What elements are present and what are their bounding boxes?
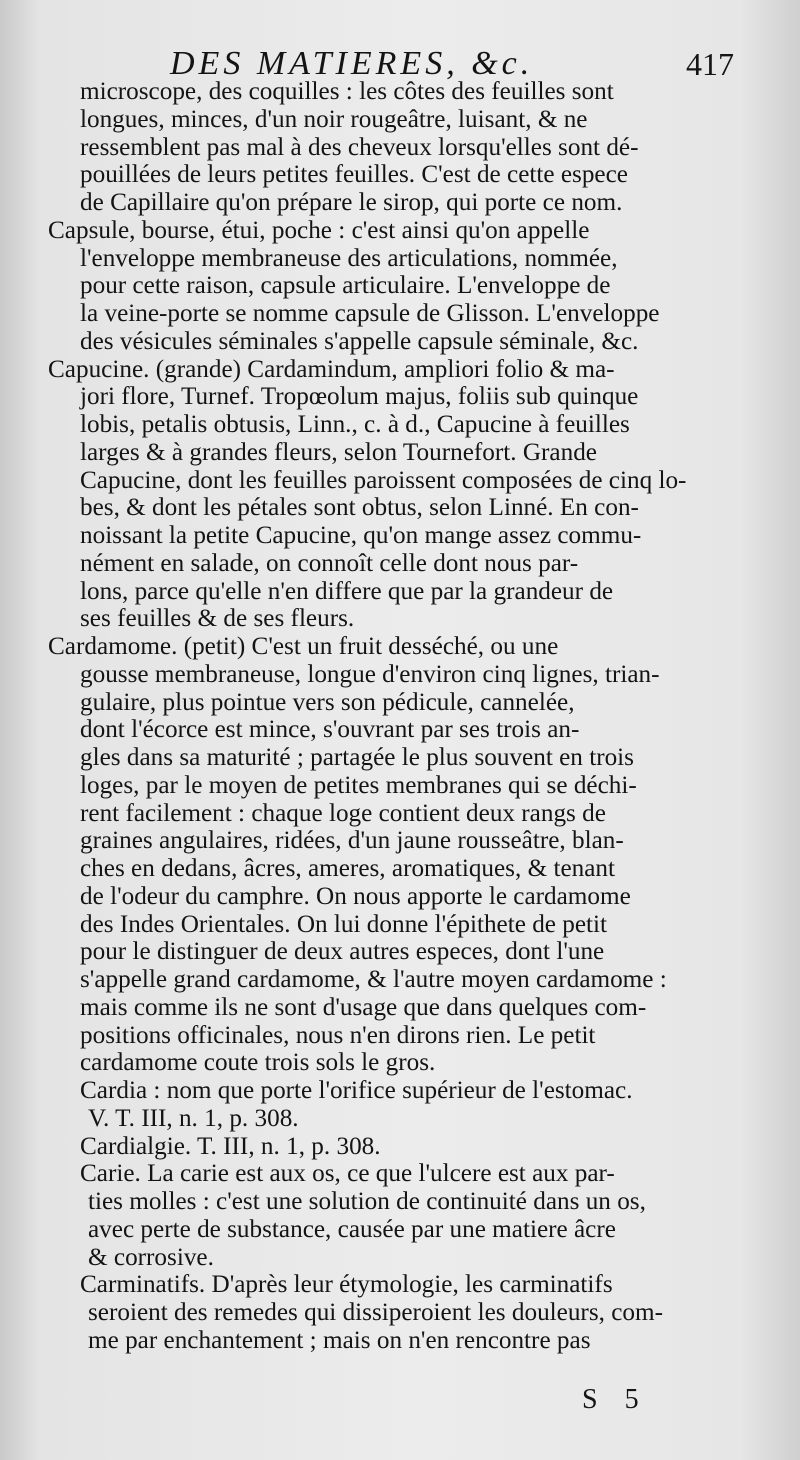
text-line: des vésicules séminales s'appelle capsule séminale, &c.	[80, 327, 639, 355]
text-line: ches en dedans, âcres, ameres, aromatiques, & tenant	[80, 855, 616, 882]
text-line: gousse membraneuse, longue d'environ cinq lignes, trian-	[80, 660, 660, 688]
running-title: DES MATIERES, &c.	[170, 45, 534, 82]
text-line: jori flore, Turnef. Tropœolum majus, foliis sub quinque	[80, 383, 639, 411]
text-line: me par enchantement ; mais on n'en rencontre pas	[88, 1326, 591, 1354]
text-line: lobis, petalis obtusis, Linn., c. à d., Capucine à feuilles	[80, 411, 630, 438]
text-line: gulaire, plus pointue vers son pédicule, cannelée,	[80, 688, 575, 716]
entry-cardialgie: Cardialgie. T. III, n. 1, p. 308.	[80, 1132, 381, 1160]
body-text	[48, 78, 766, 1355]
page-number: 417	[686, 46, 734, 82]
text-line: avec perte de substance, causée par une matiere âcre	[88, 1215, 616, 1243]
entry-capucine: Capucine. (grande) Cardamindum, ampliori folio & ma-	[48, 355, 615, 383]
text-line: ties molles : c'est une solution de continuité dans un os,	[88, 1188, 646, 1215]
text-line: de l'odeur du camphre. On nous apporte le cardamome	[80, 882, 631, 910]
text-line: longues, minces, d'un noir rougeâtre, luisant, & ne	[80, 105, 588, 133]
entry-carie: Carie. La carie est aux os, ce que l'ulcere est aux par-	[80, 1160, 615, 1188]
entry-cardamome: Cardamome. (petit) C'est un fruit desséché, ou une	[48, 633, 559, 660]
signature-mark: S 5	[582, 1384, 649, 1415]
text-line: seroient des remedes qui dissiperoient les douleurs, com-	[88, 1299, 663, 1326]
text-line: pour le distinguer de deux autres especes, dont l'une	[80, 938, 605, 966]
text-line: dont l'écorce est mince, s'ouvrant par ses trois an-	[80, 716, 580, 744]
text-line: rent facilement : chaque loge contient deux rangs de	[80, 799, 606, 827]
entry-cardia: Cardia : nom que porte l'orifice supérieur de l'estomac.	[80, 1077, 633, 1104]
text-line: positions officinales, nous n'en dirons rien. Le petit	[80, 1021, 596, 1049]
text-line: de Capillaire qu'on prépare le sirop, qui porte ce nom.	[80, 189, 623, 216]
text-line: ressemblent pas mal à des cheveux lorsqu'elles sont dé-	[80, 133, 639, 161]
text-line: pouillées de leurs petites feuilles. C'est de cette espece	[80, 161, 628, 189]
text-line: nément en salade, on connoît celle dont nous par-	[80, 549, 579, 577]
text-line: noissant la petite Capucine, qu'on mange assez commu-	[80, 522, 642, 549]
text-line: cardamome coute trois sols le gros.	[80, 1049, 436, 1077]
text-line: bes, & dont les pétales sont obtus, selon Linné. En con-	[80, 494, 639, 522]
text-line: Capucine, dont les feuilles paroissent composées de cinq lo-	[80, 466, 687, 494]
text-line: larges & à grandes fleurs, selon Tournefort. Grande	[80, 438, 597, 466]
text-line: & corrosive.	[88, 1243, 214, 1271]
text-line: pour cette raison, capsule articulaire. L'enveloppe de	[80, 272, 611, 300]
entry-capsule: Capsule, bourse, étui, poche : c'est ainsi qu'on appelle	[48, 216, 590, 244]
text-line: V. T. III, n. 1, p. 308.	[88, 1104, 299, 1132]
entry-carminatifs: Carminatifs. D'après leur étymologie, les carminatifs	[80, 1271, 613, 1299]
text-line: gles dans sa maturité ; partagée le plus souvent en trois	[80, 744, 634, 771]
text-line: la veine-porte se nomme capsule de Glisson. L'enveloppe	[80, 300, 660, 327]
text-line: graines angulaires, ridées, d'un jaune rousseâtre, blan-	[80, 827, 624, 855]
text-line: lons, parce qu'elle n'en differe que par la grandeur de	[80, 577, 614, 605]
text-line: microscope, des coquilles : les côtes des feuilles sont	[80, 78, 614, 105]
text-line: ses feuilles & de ses fleurs.	[80, 605, 355, 633]
text-line: des Indes Orientales. On lui donne l'épithete de petit	[80, 910, 608, 938]
text-line: l'enveloppe membraneuse des articulations, nommée,	[80, 244, 618, 272]
text-line: s'appelle grand cardamome, & l'autre moyen cardamome :	[80, 966, 667, 993]
text-line: mais comme ils ne sont d'usage que dans quelques com-	[80, 993, 647, 1021]
text-line: loges, par le moyen de petites membranes qui se déchi-	[80, 771, 637, 799]
